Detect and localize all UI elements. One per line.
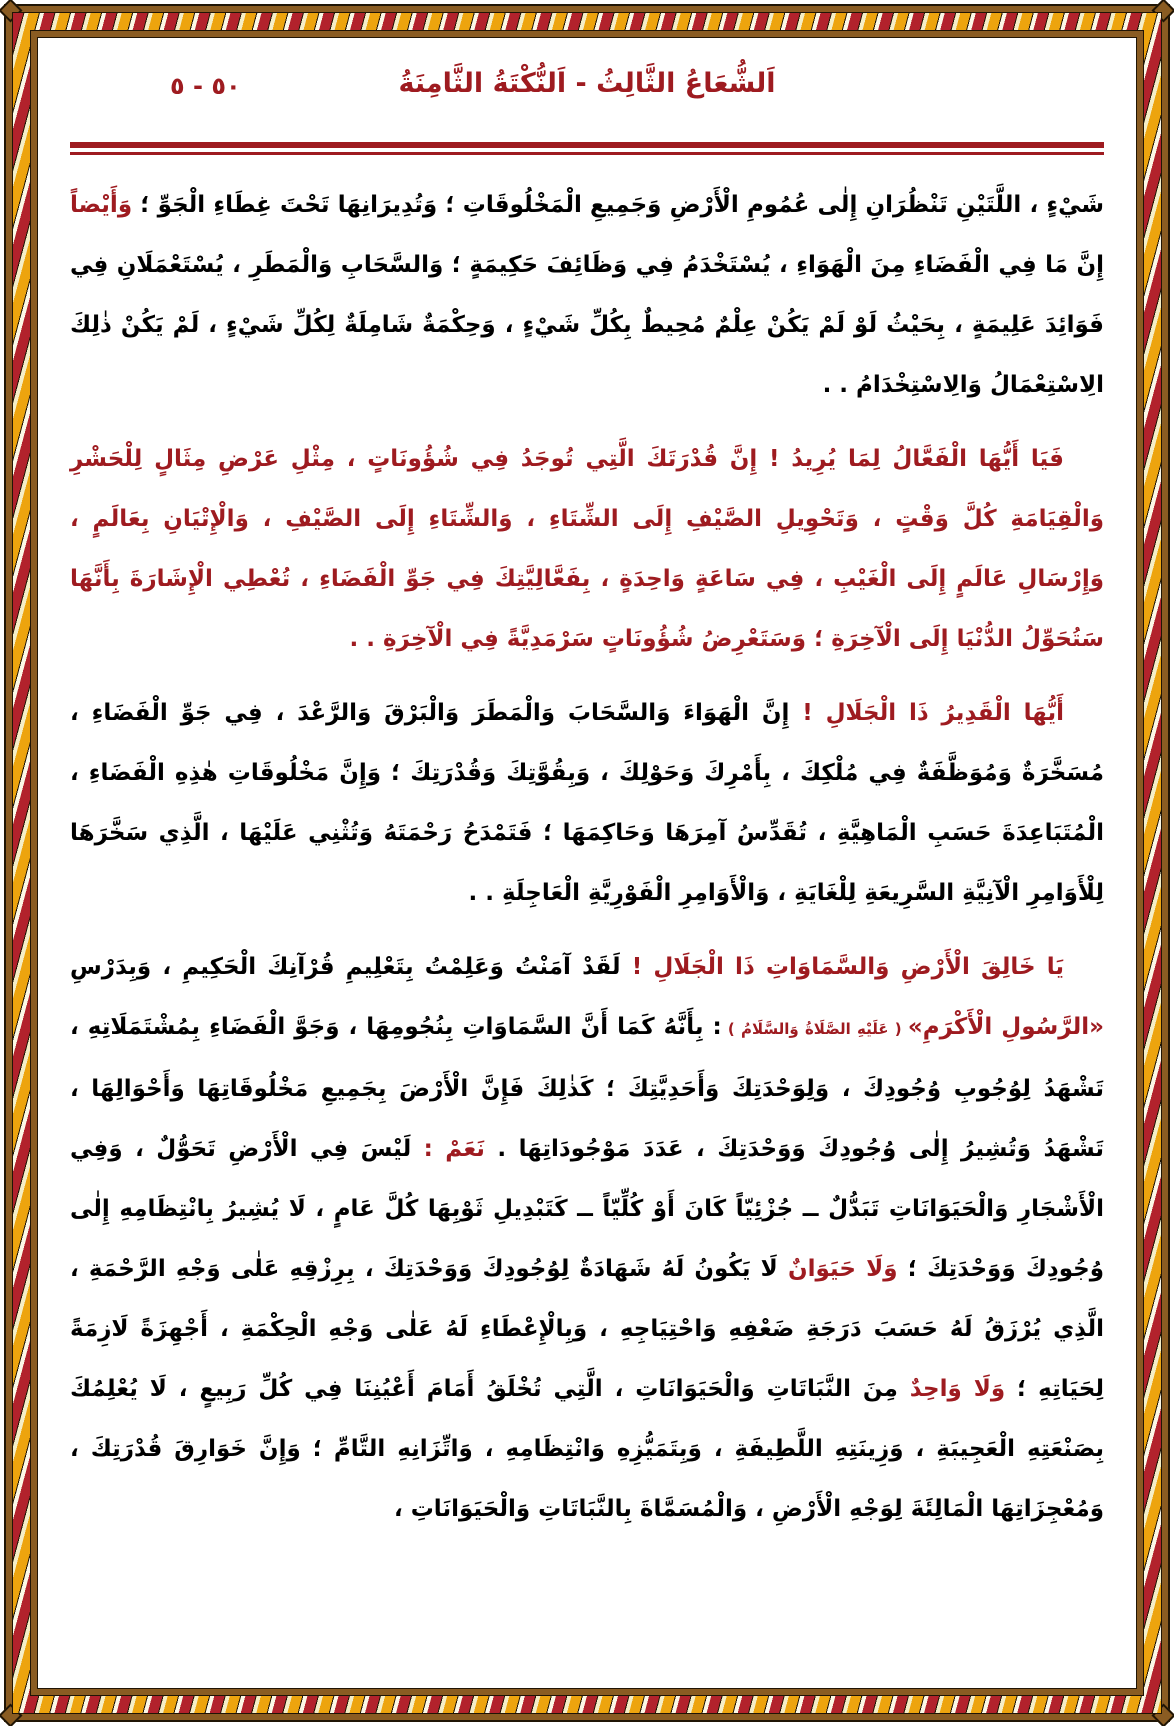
header-divider	[70, 142, 1104, 155]
text-segment-black: لَيْسَ فِي الْأَرْضِ تَحَوُّلٌ ، وَفِي الْأَشْجَارِ وَالْحَيَوَانَاتِ تَبَدُّلٌ ــ جُزْئِيّاً كَانَ أَوْ كُلِّيّاً ــ كَتَبْدِيلِ ثَوْبِهَا كُلَّ عَامٍ ، لَا يُشِيرُ بِانْتِظَامِهِ إِلٰى وُجُودِكَ وَوَحْدَتِكَ ؛	[70, 1136, 1104, 1282]
text-segment-black: لَقَدْ آمَنْتُ وَعَلِمْتُ بِتَعْلِيمِ قُرْآنِكَ الْحَكِيمِ ، وَبِدَرْسِ	[70, 954, 621, 980]
page-title: اَلشُّعَاعُ الثَّالِثُ - اَلنُّكْتَةُ الثَّامِنَةُ	[398, 68, 776, 99]
text-segment-red: وَأَيْضاً	[70, 192, 133, 218]
text-segment-red: فَيَا أَيُّهَا الْفَعَّالُ لِمَا يُرِيدُ ! إِنَّ قُدْرَتَكَ الَّتِي تُوجَدُ فِي شُؤُونَاتٍ ، مِثْلِ عَرْضِ مِثَالٍ لِلْحَشْرِ وَالْقِيَامَةِ كُلَّ وَقْتٍ ، وَتَحْوِيلِ الصَّيْفِ إِلَى الشِّتَاءِ ، وَالشِّتَاءِ إِلَى الصَّيْفِ ، وَالْإِتْيَانِ بِعَالَمٍ ، وَإِرْسَالِ عَالَمٍ إِلَى الْغَيْبِ ، فِي سَاعَةٍ وَاحِدَةٍ ، بِفَعَّالِيَّتِكَ فِي جَوِّ الْفَضَاءِ ، تُعْطِي الْإِشَارَةَ بِأَنَّهَا سَتُحَوِّلُ الدُّنْيَا إِلَى الْآخِرَةِ ؛ وَسَتَعْرِضُ شُؤُونَاتٍ سَرْمَدِيَّةً فِي الْآخِرَةِ . .	[70, 446, 1104, 652]
text-segment-black: مِنَ النَّبَاتَاتِ وَالْحَيَوَانَاتِ ، الَّتِي تُخْلَقُ أَمَامَ أَعْيُنِنَا فِي كُلِّ رَبِيعٍ ، لَا يُعْلِمُكَ بِصَنْعَتِهِ الْعَجِيبَةِ ، وَزِينَتِهِ اللَّطِيفَةِ ، وَبِتَمَيُّزِهِ وَانْتِظَامِهِ ، وَاتِّزَانِهِ التَّامِّ ؛ وَإِنَّ خَوَارِقَ قُدْرَتِكَ ، وَمُعْجِزَاتِهَا الْمَالِئَةَ لِوَجْهِ الْأَرْضِ ، وَالْمُسَمَّاةَ بِالنَّبَاتَاتِ وَالْحَيَوَانَاتِ ،	[70, 1376, 1104, 1522]
paragraph	[70, 683, 1104, 923]
divider-thin-line	[70, 152, 1104, 155]
text-segment-red: «الرَّسُولِ الْأَكْرَمِ»	[907, 1014, 1104, 1040]
text-segment-black: : بِأَنَّهُ كَمَا أَنَّ السَّمَاوَاتِ بِنُجُومِهَا ، وَجَوَّ الْفَضَاءِ بِمُشْتَمَلَاتِهِ ، تَشْهَدُ لِوُجُوبِ وُجُودِكَ ، وَلِوَحْدَتِكَ وَأَحَدِيَّتِكَ ؛ كَذٰلِكَ فَإِنَّ الْأَرْضَ بِجَمِيعِ مَخْلُوقَاتِهَا وَأَحْوَالِهَا ، تَشْهَدُ وَتُشِيرُ إِلٰى وُجُودِكَ وَوَحْدَتِكَ ، عَدَدَ مَوْجُودَاتِهَا .	[70, 1014, 1104, 1162]
text-segment-black: لَا يَكُونُ لَهُ شَهَادَةٌ لِوُجُودِكَ وَوَحْدَتِكَ ، بِرِزْقِهِ عَلٰى وَجْهِ الرَّحْمَةِ ، الَّذِي يُرْزَقُ لَهُ حَسَبَ دَرَجَةِ ضَعْفِهِ وَاحْتِيَاجِهِ ، وَبِالْإِعْطَاءِ لَهُ عَلٰى وَجْهِ الْحِكْمَةِ ، أَجْهِزَةً لَازِمَةً لِحَيَاتِهِ ؛	[70, 1256, 1104, 1402]
divider-thick-line	[70, 142, 1104, 148]
paragraph	[70, 175, 1104, 415]
salawat-seal: ( عَلَيْهِ الصَّلَاةُ وَالسَّلَامُ )	[721, 1020, 908, 1038]
text-segment-red: أَيُّهَا الْقَدِيرُ ذَا الْجَلَالِ !	[789, 700, 1064, 726]
text-segment-red: وَلَا حَيَوَانٌ	[788, 1256, 898, 1282]
body-text	[70, 175, 1104, 1539]
page-content	[38, 38, 1136, 1688]
text-segment-red: نَعَمْ :	[423, 1136, 485, 1162]
page-number: ٥٠ - ٥	[170, 72, 241, 100]
paragraph	[70, 429, 1104, 669]
text-segment-red: يَا خَالِقَ الْأَرْضِ وَالسَّمَاوَاتِ ذَا الْجَلَالِ !	[620, 954, 1064, 980]
page-header	[70, 68, 1104, 120]
text-segment-black: إِنَّ مَا فِي الْفَضَاءِ مِنَ الْهَوَاءِ ، يُسْتَخْدَمُ فِي وَظَائِفَ حَكِيمَةٍ ؛ وَالسَّحَابِ وَالْمَطَرِ ، يُسْتَعْمَلَانِ فِي فَوَائِدَ عَلِيمَةٍ ، بِحَيْثُ لَوْ لَمْ يَكُنْ عِلْمٌ مُحِيطٌ بِكُلِّ شَيْءٍ ، وَحِكْمَةٌ شَامِلَةٌ لِكُلِّ شَيْءٍ ، لَمْ يَكُنْ ذٰلِكَ الِاسْتِعْمَالُ وَالِاسْتِخْدَامُ . .	[70, 252, 1104, 398]
text-segment-black: إِنَّ الْهَوَاءَ وَالسَّحَابَ وَالْمَطَرَ وَالْبَرْقَ وَالرَّعْدَ ، فِي جَوِّ الْفَضَاءِ ، مُسَخَّرَةٌ وَمُوَظَّفَةٌ فِي مُلْكِكَ ، بِأَمْرِكَ وَحَوْلِكَ ، وَبِقُوَّتِكَ وَقُدْرَتِكَ ؛ وَإِنَّ مَخْلُوقَاتِ هٰذِهِ الْفَضَاءِ ، الْمُتَبَاعِدَةَ حَسَبِ الْمَاهِيَّةِ ، تُقَدِّسُ آمِرَهَا وَحَاكِمَهَا ؛ فَتَمْدَحُ رَحْمَتَهُ وَتُثْنِي عَلَيْهَا ، الَّذِي سَخَّرَهَا لِلْأَوَامِرِ الْآنِيَّةِ السَّرِيعَةِ لِلْغَايَةِ ، وَالْأَوَامِرِ الْفَوْرِيَّةِ الْعَاجِلَةِ . .	[70, 700, 1104, 906]
text-segment-black: شَيْءٍ ، اللَّتَيْنِ تَنْظُرَانِ إِلٰى عُمُومِ الْأَرْضِ وَجَمِيعِ الْمَخْلُوقَاتِ ؛ وَتُدِيرَانِهَا تَحْتَ غِطَاءِ الْجَوِّ ؛	[132, 192, 1104, 218]
text-segment-red: وَلَا وَاحِدٌ	[909, 1376, 1006, 1402]
paragraph	[70, 937, 1104, 1539]
